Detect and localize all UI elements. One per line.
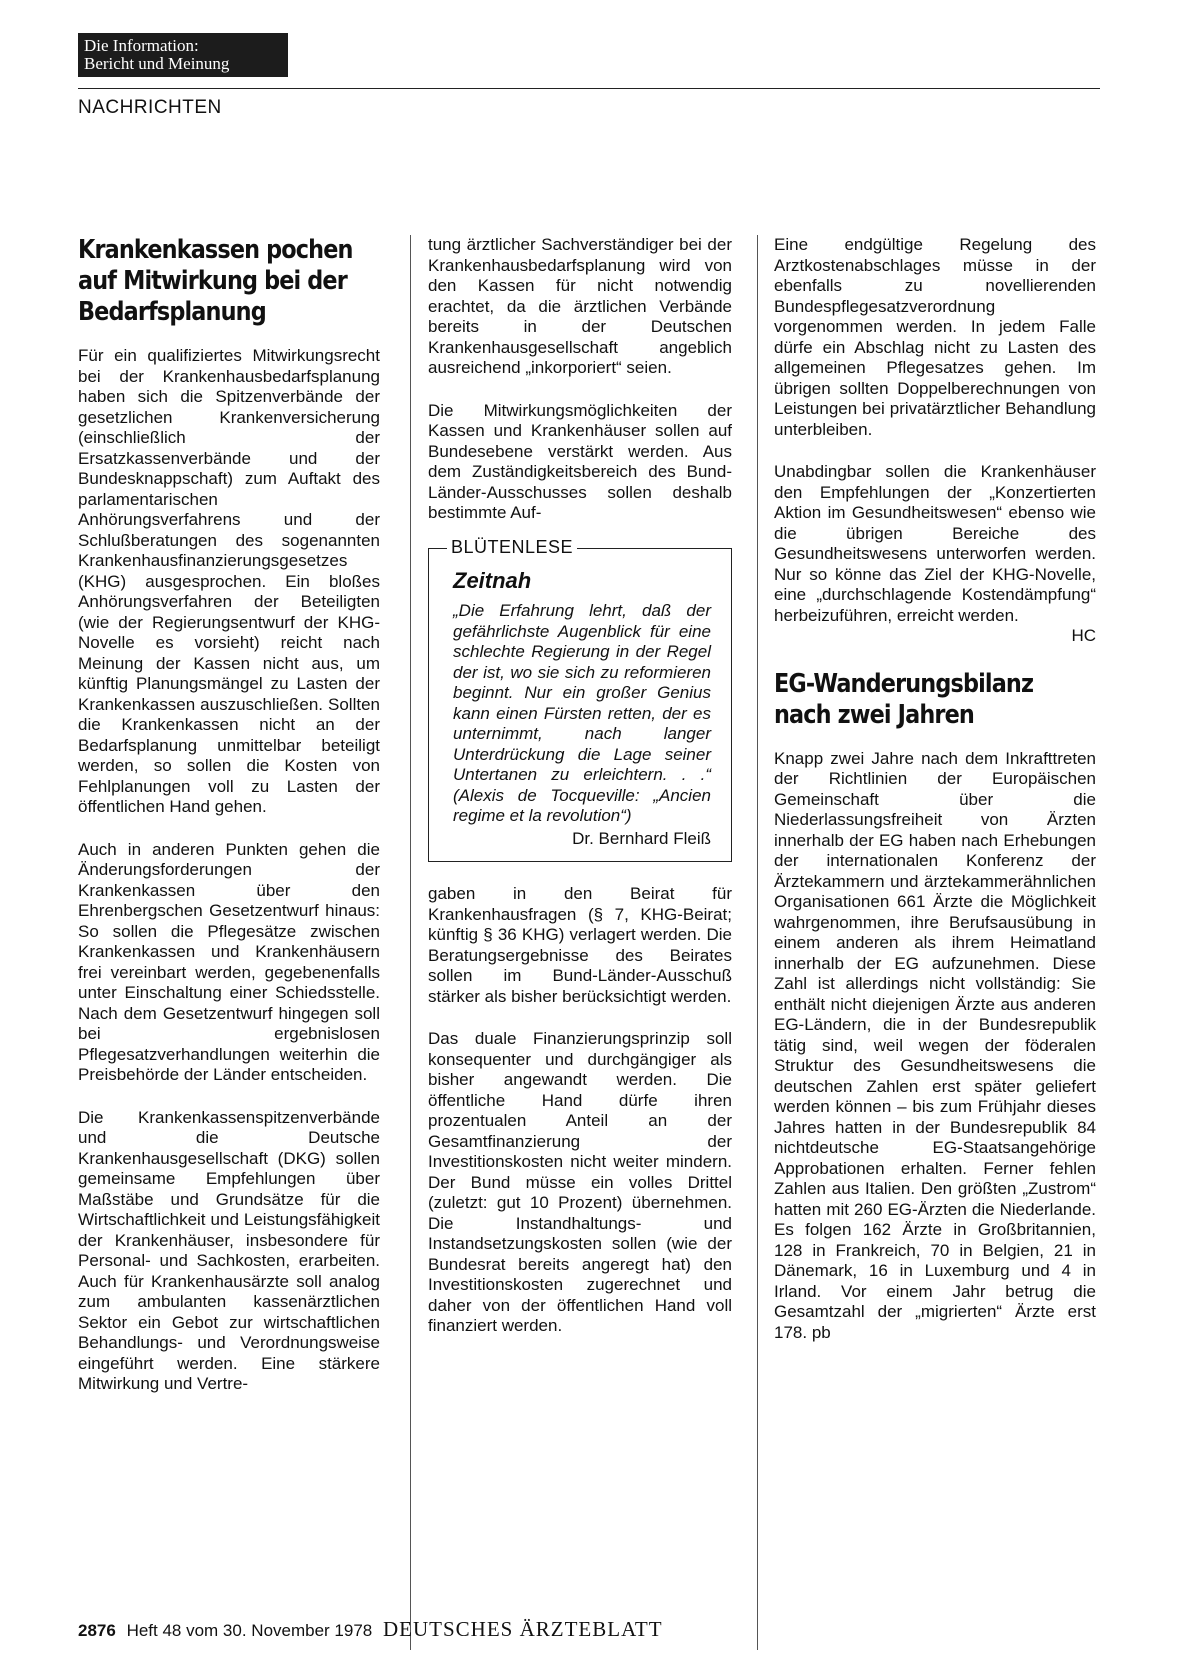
masthead-line1: Die Information: <box>84 36 199 55</box>
section-label: NACHRICHTEN <box>78 97 222 118</box>
article1-paragraph-8: Eine endgültige Regelung des Arztkostenabschlages müsse in der ebenfalls zu novellierenden Bundespflegesatzverordnung vorgenommen werden. In jedem Falle dürfe ein Abschlag nicht zu Lasten des allgemeinen Pflegesatzes gehen. Im übrigen sollten Doppelberechnungen von Leistungen bei privatärztlicher Behandlung unterbleiben. <box>774 235 1096 439</box>
column-2 <box>428 235 732 1359</box>
article1-paragraph-7: Das duale Finanzierungsprinzip soll konsequenter und durchgängiger als bisher angewandt werden. Die öffentliche Hand dürfe ihren prozentualen Anteil an der Gesamtfinanzierung der Investitionskosten nicht weiter mindern. Der Bund müsse ein volles Drittel (zuletzt: gut 10 Prozent) übernehmen. Die Instandhaltungs- und Instandsetzungskosten sollen (wie der Bundesrat bereits angeregt hat) den Investitionskosten zugerechnet und daher von der öffentlichen Hand voll finanziert werden. <box>428 1029 732 1335</box>
quote-box-author: Dr. Bernhard Fleiß <box>572 828 711 848</box>
article1-paragraph-1: Für ein qualifiziertes Mitwirkungsrecht bei der Krankenhausbedarfsplanung haben sich die Spitzenverbände der gesetzlichen Krankenversicherung (einschließlich der Ersatzkassenverbände und der Bundesknappschaft) zum Auftakt des parlamentarischen Anhörungsverfahrens und der Schlußberatungen des sogenannten Krankenhausfinanzierungsgesetzes (KHG) ausgesprochen. Ein bloßes Anhörungsverfahren der Beteiligten (wie der Regierungsentwurf der KHG-Novelle es vorsieht) reicht nach Meinung der Kassen nicht aus, um künftig Planungsmängel zu Lasten der Krankenkassen auszuschließen. Sollten die Krankenkassen nicht an der Bedarfsplanung unmittelbar beteiligt werden, so sollen die Kosten von Fehlplanungen voll zu Lasten der öffentlichen Hand gehen. <box>78 346 380 816</box>
article1-paragraph-4: tung ärztlicher Sachverständiger bei der Krankenhausbedarfsplanung wird von den Kassen für nicht notwendig erachtet, da die ärztlichen Verbände bereits in der Deutschen Krankenhausgesellschaft angeblich ausreichend „inkorporiert“ seien. <box>428 235 732 377</box>
column-3 <box>774 235 1096 1365</box>
quote-box <box>428 536 732 863</box>
masthead-line2: Bericht und Meinung <box>84 54 230 73</box>
column-1 <box>78 235 380 1417</box>
article1-paragraph-3: Die Krankenkassenspitzenverbände und die Deutsche Krankenhausgesellschaft (DKG) sollen gemeinsame Empfehlungen über Maßstäbe und Grundsätze für die Wirtschaftlichkeit und Leistungsfähigkeit der Krankenhäuser, insbesondere für Personal- und Sachkosten, erarbeiten. Auch für Krankenhausärzte soll analog zum ambulanten kassenärztlichen Sektor ein Gebot zur wirtschaftlichen Behandlungs- und Verordnungsweise eingeführt werden. Eine stärkere Mitwirkung und Vertre- <box>78 1107 380 1393</box>
quote-box-label: BLÜTENLESE <box>447 537 577 558</box>
column-divider-1 <box>410 235 411 1650</box>
article1-paragraph-6: gaben in den Beirat für Krankenhausfragen (§ 7, KHG-Beirat; künftig § 36 KHG) verlagert werden. Die Beratungsergebnisse des Beirates sollen im Bund-Länder-Ausschuß stärker als bisher berücksichtigt werden. <box>428 884 732 1006</box>
article2-paragraph-1-text: Knapp zwei Jahre nach dem Inkrafttreten der Richtlinien der Europäischen Gemeinschaft über die Niederlassungsfreiheit von Ärzten innerhalb der EG haben nach Erhebungen der internationalen Konferenz der Ärztekammern und ärztekammerähnlichen Organisationen 661 Ärzte die Möglichkeit wahrgenommen, ihre Berufsausübung in einem anderen als ihrem Heimatland innerhalb der EG aufzunehmen. Diese Zahl ist allerdings nicht vollständig: Sie enthält nicht diejenigen Ärzte aus anderen EG-Ländern, die in der Bundesrepublik tätig sind, weil wegen der föderalen Struktur des Gesundheitswesens die deutschen Zahlen erst später geliefert werden können – bis zum Frühjahr dieses Jahres hatten in der Bundesrepublik 84 nichtdeutsche EG-Staatsangehörige Approbationen erhalten. Ferner fehlen Zahlen aus Italien. Den größten „Zustrom“ hatten mit 260 EG-Ärzten die Niederlande. Es folgen 162 Ärzte in Großbritannien, 128 in Frankreich, 70 in Belgien, 21 in Dänemark, 16 in Luxemburg und 4 in Irland. Vor einem Jahr betrug die Gesamtzahl der „migrierten“ Ärzte erst 178. <box>774 748 1096 1342</box>
article1-headline: Krankenkassen pochen auf Mitwirkung bei der Bedarfsplanung <box>78 235 353 327</box>
magazine-name: DEUTSCHES ÄRZTEBLATT <box>382 1617 663 1641</box>
article2-paragraph-1 <box>774 749 1096 1344</box>
top-rule <box>78 88 1100 89</box>
column-divider-2 <box>757 235 758 1650</box>
page-footer <box>78 1617 663 1642</box>
article2-headline: EG-Wanderungsbilanz nach zwei Jahren <box>774 668 1034 730</box>
article2-signature: pb <box>811 1322 831 1342</box>
article1-paragraph-9 <box>774 462 1096 647</box>
quote-box-text: „Die Erfahrung lehrt, daß der gefährlichste Augenblick für eine schlechte Regierung in der Regel der ist, wo sie sich zu reformieren beginnt. Nur ein großer Genius kann einen Fürsten retten, der es unternimmt, nach langer Unterdrückung die Lage seiner Untertanen zu erleichtern. . .“ (Alexis de Tocqueville: „Ancien regime et la revolution“) <box>453 601 711 825</box>
quote-box-title: Zeitnah <box>453 567 532 593</box>
article1-paragraph-2: Auch in anderen Punkten gehen die Änderungsforderungen der Krankenkassen über den Ehrenbergschen Gesetzentwurf hinaus: So sollen die Pflegesätze zwischen Krankenkassen und Krankenhäusern frei vereinbart werden, gegebenenfalls unter Einschaltung einer Schiedsstelle. Nach dem Gesetzentwurf hingegen soll bei ergebnislosen Pflegesatzverhandlungen weiterhin die Preisbehörde der Länder entscheiden. <box>78 839 380 1084</box>
article1-signature: HC <box>1071 626 1096 645</box>
page-number: 2876 <box>78 1621 116 1640</box>
issue-info: Heft 48 vom 30. November 1978 <box>126 1621 373 1640</box>
masthead <box>78 33 288 77</box>
article1-paragraph-5: Die Mitwirkungsmöglichkeiten der Kassen und Krankenhäuser sollen auf Bundesebene verstärkt werden. Aus dem Zuständigkeitsbereich des Bund-Länder-Ausschusses sollen deshalb bestimmte Auf- <box>428 400 732 522</box>
article1-paragraph-9-text: Unabdingbar sollen die Krankenhäuser den Empfehlungen der „Konzertierten Aktion im Gesundheitswesen“ ebenso wie die übrigen Bereiche des Gesundheitswesens unterworfen werden. Nur so könne das Ziel der KHG-Novelle, eine „durchschlagende Kostendämpfung“ herbeizuführen, erreicht werden. <box>774 462 1096 625</box>
